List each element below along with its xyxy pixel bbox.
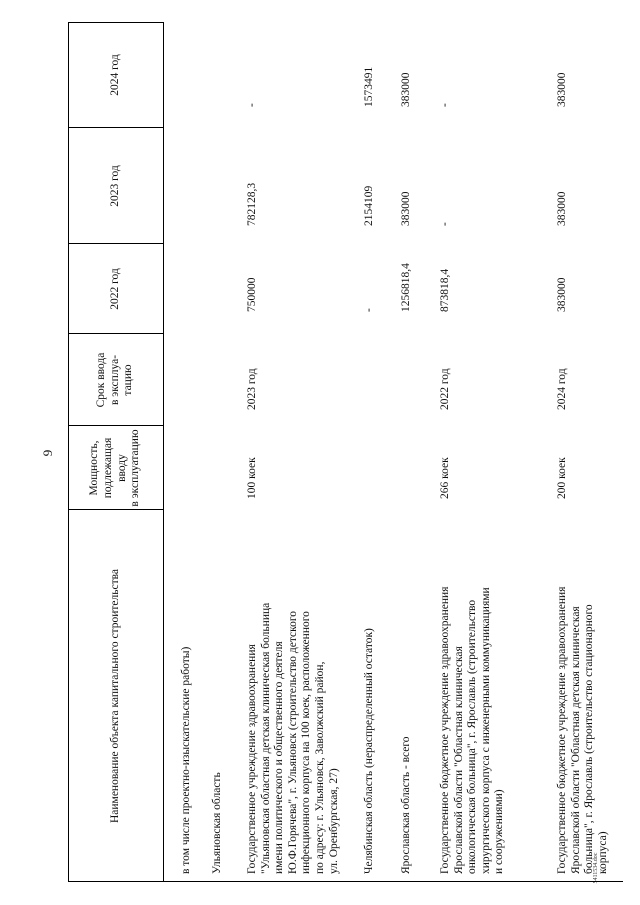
object-name-line: инфекционного корпуса на 100 коек, расположенного [300, 611, 313, 874]
column-header: Мощность, подлежащая вводу в эксплуатацию [88, 429, 142, 507]
cell-y2023: 782128,3 [246, 182, 258, 226]
cell-y2023: 383000 [556, 191, 568, 226]
cell-y2022: 750000 [246, 277, 258, 312]
object-name-line: ул. Оренбургская, 27) [327, 768, 340, 874]
cell-y2022: 383000 [556, 277, 568, 312]
object-name-line: Ульяновская область [211, 772, 223, 874]
capital-construction-table [68, 22, 623, 882]
cell-y2024: 1573491 [363, 66, 375, 107]
cell-term: 2023 год [246, 368, 258, 410]
object-name-line: Ярославской области "Областная клиническая [452, 646, 465, 874]
object-name-line: и сооружениями) [493, 789, 506, 874]
object-name-line: Ю.Ф.Горячева", г. Ульяновск (строительство детского [286, 610, 299, 874]
cell-y2022: - [363, 308, 375, 312]
cell-y2023: 383000 [400, 191, 412, 226]
object-name-line: "Ульяновская областная детская клиническая больница [259, 602, 272, 874]
cell-capacity: 200 коек [556, 457, 568, 499]
cell-y2023: 2154109 [363, 185, 375, 226]
column-header: Наименование объекта капитального строительства [108, 569, 121, 824]
object-name-line: Государственное бюджетное учреждение здравоохранения [439, 586, 451, 874]
cell-y2024: 383000 [556, 72, 568, 107]
cell-term: 2022 год [439, 368, 451, 410]
cell-y2024: 383000 [400, 72, 412, 107]
cell-capacity: 266 коек [439, 457, 451, 499]
object-name-line: Ярославской области "Областная детская клиническая [569, 606, 582, 874]
object-name-line: Ярославская область - всего [400, 736, 412, 874]
object-name-line: больница", г. Ярославль (строительство стационарного [583, 604, 596, 874]
cell-y2024: - [439, 103, 451, 107]
cell-y2023: - [439, 222, 451, 226]
object-name-line: имени политического и общественного деятеля [273, 641, 286, 874]
cell-y2022: 873818,4 [439, 268, 451, 312]
column-header: 2023 год [108, 165, 121, 207]
cell-y2024: - [246, 103, 258, 107]
page-number: 9 [40, 449, 55, 457]
object-name-line: по адресу: г. Ульяновск, Заволжский район, [314, 661, 326, 874]
cell-term: 2024 год [556, 368, 568, 410]
object-name-line: Государственное бюджетное учреждение здравоохранения [556, 586, 568, 874]
document-code: 5411534.doc [593, 852, 599, 884]
object-name-line: Челябинская область (нераспределенный остаток) [363, 628, 375, 874]
cell-y2022: 1256818,4 [400, 263, 412, 312]
cell-capacity: 100 коек [246, 457, 258, 499]
column-header: 2022 год [108, 268, 121, 310]
object-name-line: корпуса) [596, 831, 609, 874]
table-body [68, 22, 623, 882]
object-name-line: онкологическая больница", г. Ярославль (строительство [466, 599, 479, 874]
column-header: Срок ввода в эксплуа- тацию [95, 352, 135, 408]
object-name-line: хирургического корпуса с инженерными коммуникациями [479, 587, 492, 874]
object-name-line: в том числе проектно-изыскательские работы) [180, 646, 192, 874]
table-rule [163, 22, 164, 882]
column-header: 2024 год [108, 54, 121, 96]
object-name-line: Государственное учреждение здравоохранения [246, 644, 258, 874]
